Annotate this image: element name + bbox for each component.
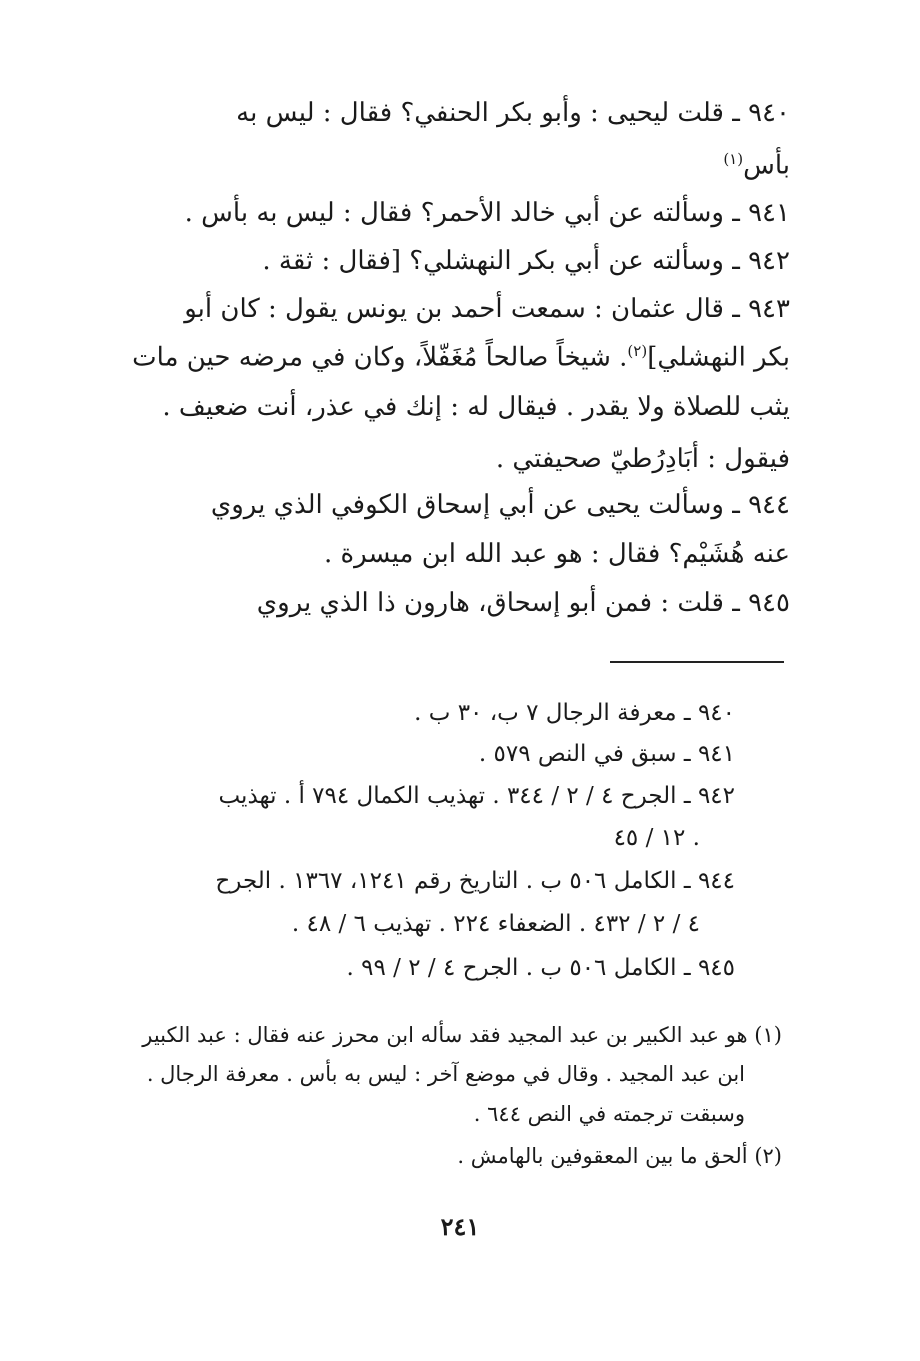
text-line-944-cont: عنه هُشَيْم؟ فقال : هو عبد الله ابن ميسرة .	[324, 539, 790, 569]
source-944-cont: ٤ / ٢ / ٤٣٢ . الضعفاء ٢٢٤ . تهذيب ٦ / ٤٨ .	[291, 911, 700, 937]
text-fragment: بأس	[743, 150, 790, 181]
text-fragment: بكر النهشلي]	[647, 342, 790, 373]
footnote-1-cont: وسبقت ترجمته في النص ٦٤٤ .	[473, 1102, 745, 1126]
text-fragment: . شيخاً صالحاً مُغَفّلاً، وكان في مرضه حين مات	[132, 342, 628, 373]
source-944: ٩٤٤ ـ الكامل ٥٠٦ ب . التاريخ رقم ١٢٤١، ١٣٦٧ . الجرح	[215, 868, 735, 894]
source-941: ٩٤١ ـ سبق في النص ٥٧٩ .	[478, 741, 735, 767]
text-line-943-cont	[132, 344, 790, 371]
source-942: ٩٤٢ ـ الجرح ٤ / ٢ / ٣٤٤ . تهذيب الكمال ٧٩٤ أ . تهذيب	[218, 783, 735, 809]
text-line-940-cont	[723, 152, 790, 179]
footnote-mark-2: (٢)	[627, 342, 648, 360]
footnote-1: (١) هو عبد الكبير بن عبد المجيد فقد سأله ابن محرز عنه فقال : عبد الكبير	[142, 1023, 782, 1047]
text-line-945: ٩٤٥ ـ قلت : فمن أبو إسحاق، هارون ذا الذي يروي	[256, 588, 790, 618]
footnote-mark-1: (١)	[723, 150, 744, 168]
text-line-943: ٩٤٣ ـ قال عثمان : سمعت أحمد بن يونس يقول : كان أبو	[184, 294, 790, 324]
source-940: ٩٤٠ ـ معرفة الرجال ٧ ب، ٣٠ ب .	[414, 700, 735, 726]
source-945: ٩٤٥ ـ الكامل ٥٠٦ ب . الجرح ٤ / ٢ / ٩٩ .	[346, 955, 735, 981]
page-number: ٢٤١	[440, 1212, 480, 1241]
footnote-divider	[610, 661, 784, 663]
text-line-942: ٩٤٢ ـ وسألته عن أبي بكر النهشلي؟ [فقال : ثقة .	[262, 246, 790, 276]
text-line-944: ٩٤٤ ـ وسألت يحيى عن أبي إسحاق الكوفي الذي يروي	[210, 490, 790, 520]
text-line: فيقول : أبَادِرُطيّ صحيفتي .	[495, 444, 790, 474]
footnote-1-cont: ابن عبد المجيد . وقال في موضع آخر : ليس به بأس . معرفة الرجال .	[146, 1062, 745, 1086]
text-line-940: ٩٤٠ ـ قلت ليحيى : وأبو بكر الحنفي؟ فقال : ليس به	[236, 98, 790, 128]
source-942-cont: ١٢ / ٤٥ .	[613, 825, 700, 851]
text-line-941: ٩٤١ ـ وسألته عن أبي خالد الأحمر؟ فقال : ليس به بأس .	[184, 198, 790, 228]
footnote-2: (٢) ألحق ما بين المعقوفين بالهامش .	[457, 1144, 782, 1168]
text-line: يثب للصلاة ولا يقدر . فيقال له : إنك في عذر، أنت ضعيف .	[162, 392, 790, 422]
